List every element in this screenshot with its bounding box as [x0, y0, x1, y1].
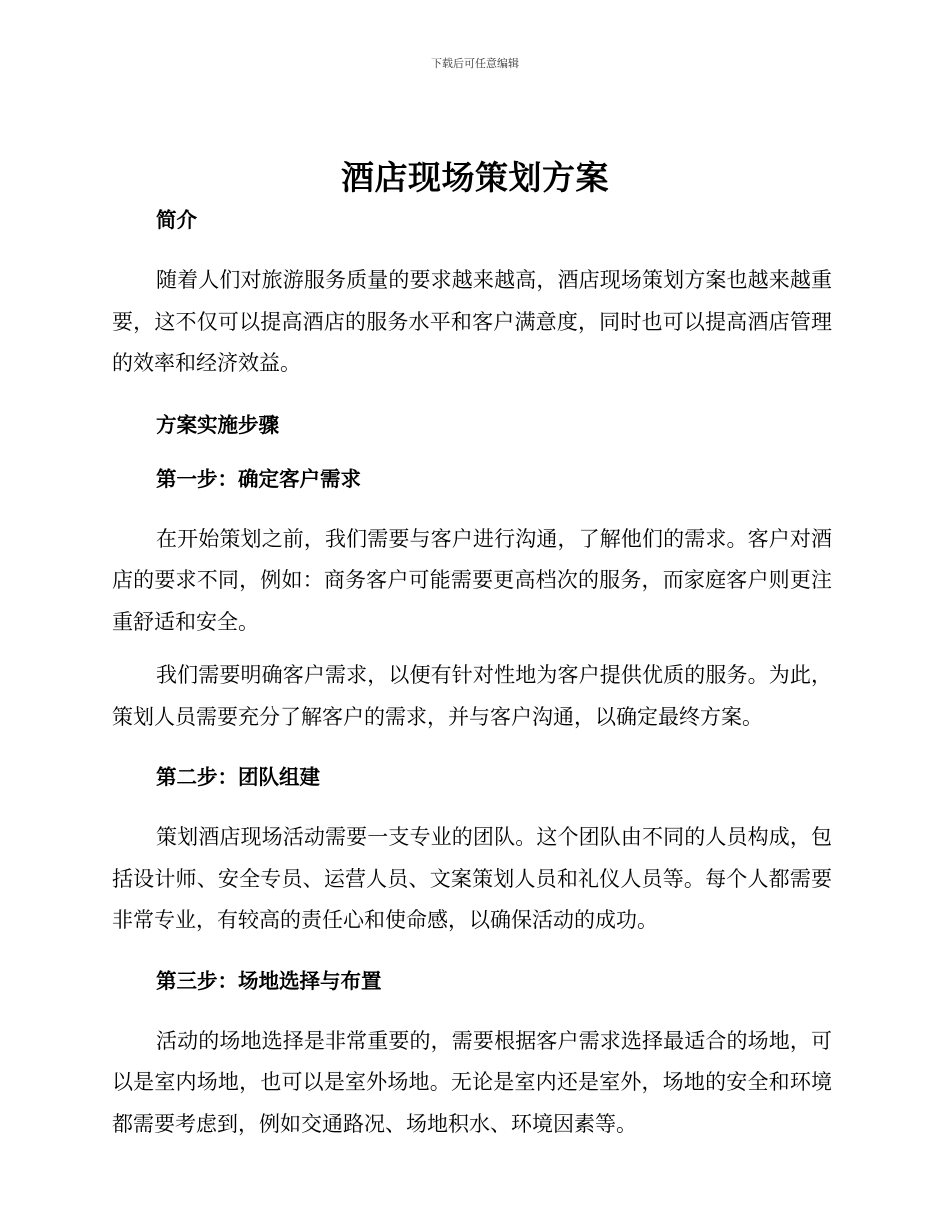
header-note: 下载后可任意编辑: [431, 57, 519, 70]
document-body: [112, 205, 832, 1145]
step3-paragraph: 活动的场地选择是非常重要的，需要根据客户需求选择最适合的场地，可以是室内场地，也可以是室外场地。无论是室内还是室外，场地的安全和环境都需要考虑到，例如交通路况、场地积水、环境因素等。: [112, 1028, 832, 1136]
intro-paragraph: 随着人们对旅游服务质量的要求越来越高，酒店现场策划方案也越来越重要，这不仅可以提高酒店的服务水平和客户满意度，同时也可以提高酒店管理的效率和经济效益。: [112, 268, 832, 375]
steps-heading: 方案实施步骤: [156, 412, 279, 437]
step2-paragraph: 策划酒店现场活动需要一支专业的团队。这个团队由不同的人员构成，包括设计师、安全专员、运营人员、文案策划人员和礼仪人员等。每个人都需要非常专业，有较高的责任心和使命感，以确保活动的成功。: [112, 825, 832, 932]
document-title: 酒店现场策划方案: [341, 158, 609, 197]
step1-heading: 第一步：确定客户需求: [156, 466, 361, 491]
intro-heading: 简介: [156, 208, 197, 232]
step1-paragraph-a: 在开始策划之前，我们需要与客户进行沟通，了解他们的需求。客户对酒店的要求不同，例如：商务客户可能需要更高档次的服务，而家庭客户则更注重舒适和安全。: [112, 526, 832, 634]
step2-heading: 第二步：团队组建: [156, 765, 320, 789]
step1-paragraph-b: 我们需要明确客户需求，以便有针对性地为客户提供优质的服务。为此，策划人员需要充分了解客户的需求，并与客户沟通，以确定最终方案。: [112, 663, 832, 729]
step3-heading: 第三步：场地选择与布置: [156, 968, 382, 993]
